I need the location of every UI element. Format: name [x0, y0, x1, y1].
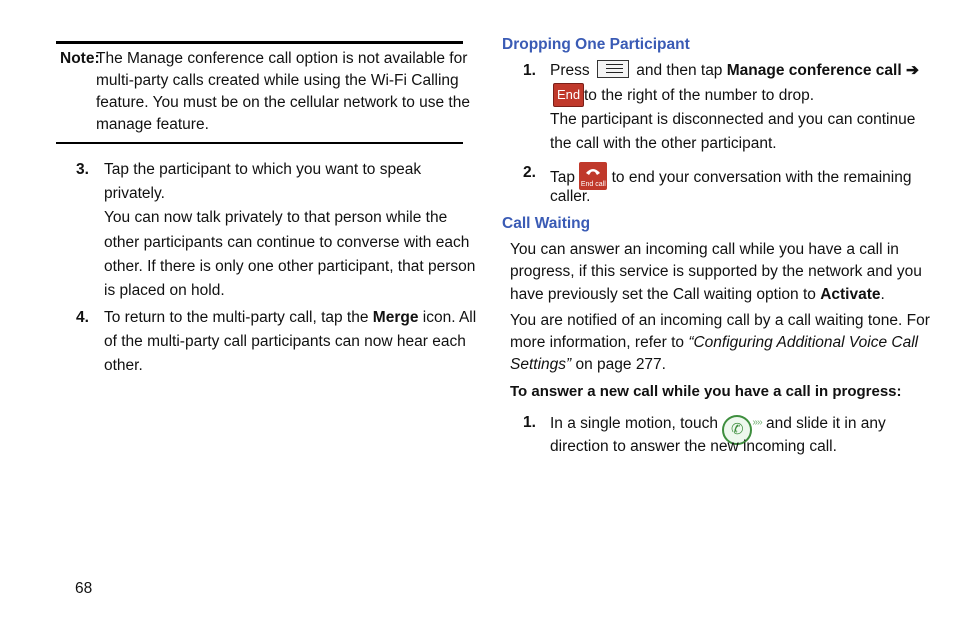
activate-label: Activate [820, 286, 881, 303]
step-4-line-1-post: icon. All [418, 309, 477, 326]
cw-reference-link-2: Settings” [510, 356, 572, 373]
step-3-detail-4: is placed on hold. [104, 282, 225, 299]
drop-step-2-line-1 [550, 162, 911, 190]
cw-step-1-post: and slide it in any [765, 415, 886, 432]
drop-step-2-number: 2. [523, 164, 536, 181]
cw-para1-line-3 [510, 284, 885, 306]
slide-arrows-icon: ›››› [752, 417, 762, 428]
step-3-detail-3: other. If there is only one other participant, that person [104, 258, 476, 275]
drop-step-1-line-2: to the right of the number to drop. [584, 87, 815, 104]
end-call-icon-label: End call [580, 181, 606, 188]
cw-para2-line-3 [510, 354, 666, 376]
end-button-icon [553, 83, 584, 107]
arrow-icon: ➔ [905, 62, 919, 79]
step-4-line-2: of the multi-party call participants can now hear each [104, 333, 466, 350]
step-3-detail-2: other participants can continue to converse with each [104, 234, 470, 251]
cw-step-1-line-2: direction to answer the new incoming call. [550, 438, 837, 455]
cw-para1-line-2: progress, if this service is supported by the network and you [510, 263, 922, 280]
call-waiting-heading: Call Waiting [502, 215, 591, 232]
cw-subheading: To answer a new call while you have a call in progress: [510, 383, 902, 400]
step-4-line-1 [104, 307, 476, 329]
cw-para2-line-2-pre: more information, refer to [510, 334, 689, 351]
drop-step-1-pre: Press [550, 62, 590, 79]
end-button-label: End [553, 83, 584, 107]
note-bottom-rule [56, 142, 463, 144]
step-4-line-1-pre: To return to the multi-party call, tap the [104, 309, 373, 326]
cw-para1-line-1: You can answer an incoming call while you have a call in [510, 241, 899, 258]
answer-call-icon: ✆ [722, 415, 752, 445]
drop-step-1-line-1 [550, 60, 919, 82]
drop-step-2-post: to end your conversation with the remaining [607, 169, 912, 186]
cw-para2-line-1: You are notified of an incoming call by a call waiting tone. For [510, 312, 930, 329]
step-3-line-1: Tap the participant to which you want to speak [104, 161, 422, 178]
note-line-1: The Manage conference call option is not available for [96, 50, 468, 67]
note-label: Note: [60, 50, 100, 67]
cw-para2-line-2 [510, 332, 918, 354]
merge-label: Merge [372, 309, 419, 326]
drop-step-1-detail-1: The participant is disconnected and you can continue [550, 111, 916, 128]
page-number: 68 [75, 580, 93, 597]
menu-icon [597, 60, 629, 78]
cw-step-1-pre: In a single motion, touch [550, 415, 723, 432]
note-line-3: feature. You must be on the cellular network to use the [96, 94, 470, 111]
cw-step-1-number: 1. [523, 414, 536, 431]
step-3-detail-1: You can now talk privately to that person while the [104, 209, 448, 226]
cw-para1-line-3-pre: have previously set the Call waiting option to [510, 286, 821, 303]
drop-step-1-mid: and then tap [631, 62, 727, 79]
note-top-rule [56, 41, 463, 44]
drop-step-1-number: 1. [523, 62, 536, 79]
drop-step-2-pre: Tap [550, 169, 575, 186]
note-line-4: manage feature. [96, 116, 209, 133]
step-3-line-2: privately. [104, 185, 165, 202]
note-line-2: multi-party calls created while using the Wi-Fi Calling [96, 72, 459, 89]
cw-para1-line-3-post: . [880, 286, 885, 303]
step-3-number: 3. [76, 161, 89, 178]
cw-reference-link-1: “Configuring Additional Voice Call [688, 334, 919, 351]
drop-step-2-line-2: caller. [550, 188, 591, 205]
step-4-line-3: other. [104, 357, 143, 374]
dropping-heading: Dropping One Participant [502, 36, 690, 53]
step-4-number: 4. [76, 309, 89, 326]
cw-para2-line-3-post: on page 277. [571, 356, 666, 373]
manage-conference-call-label: Manage conference call [726, 62, 902, 79]
drop-step-1-detail-2: the call with the other participant. [550, 135, 777, 152]
